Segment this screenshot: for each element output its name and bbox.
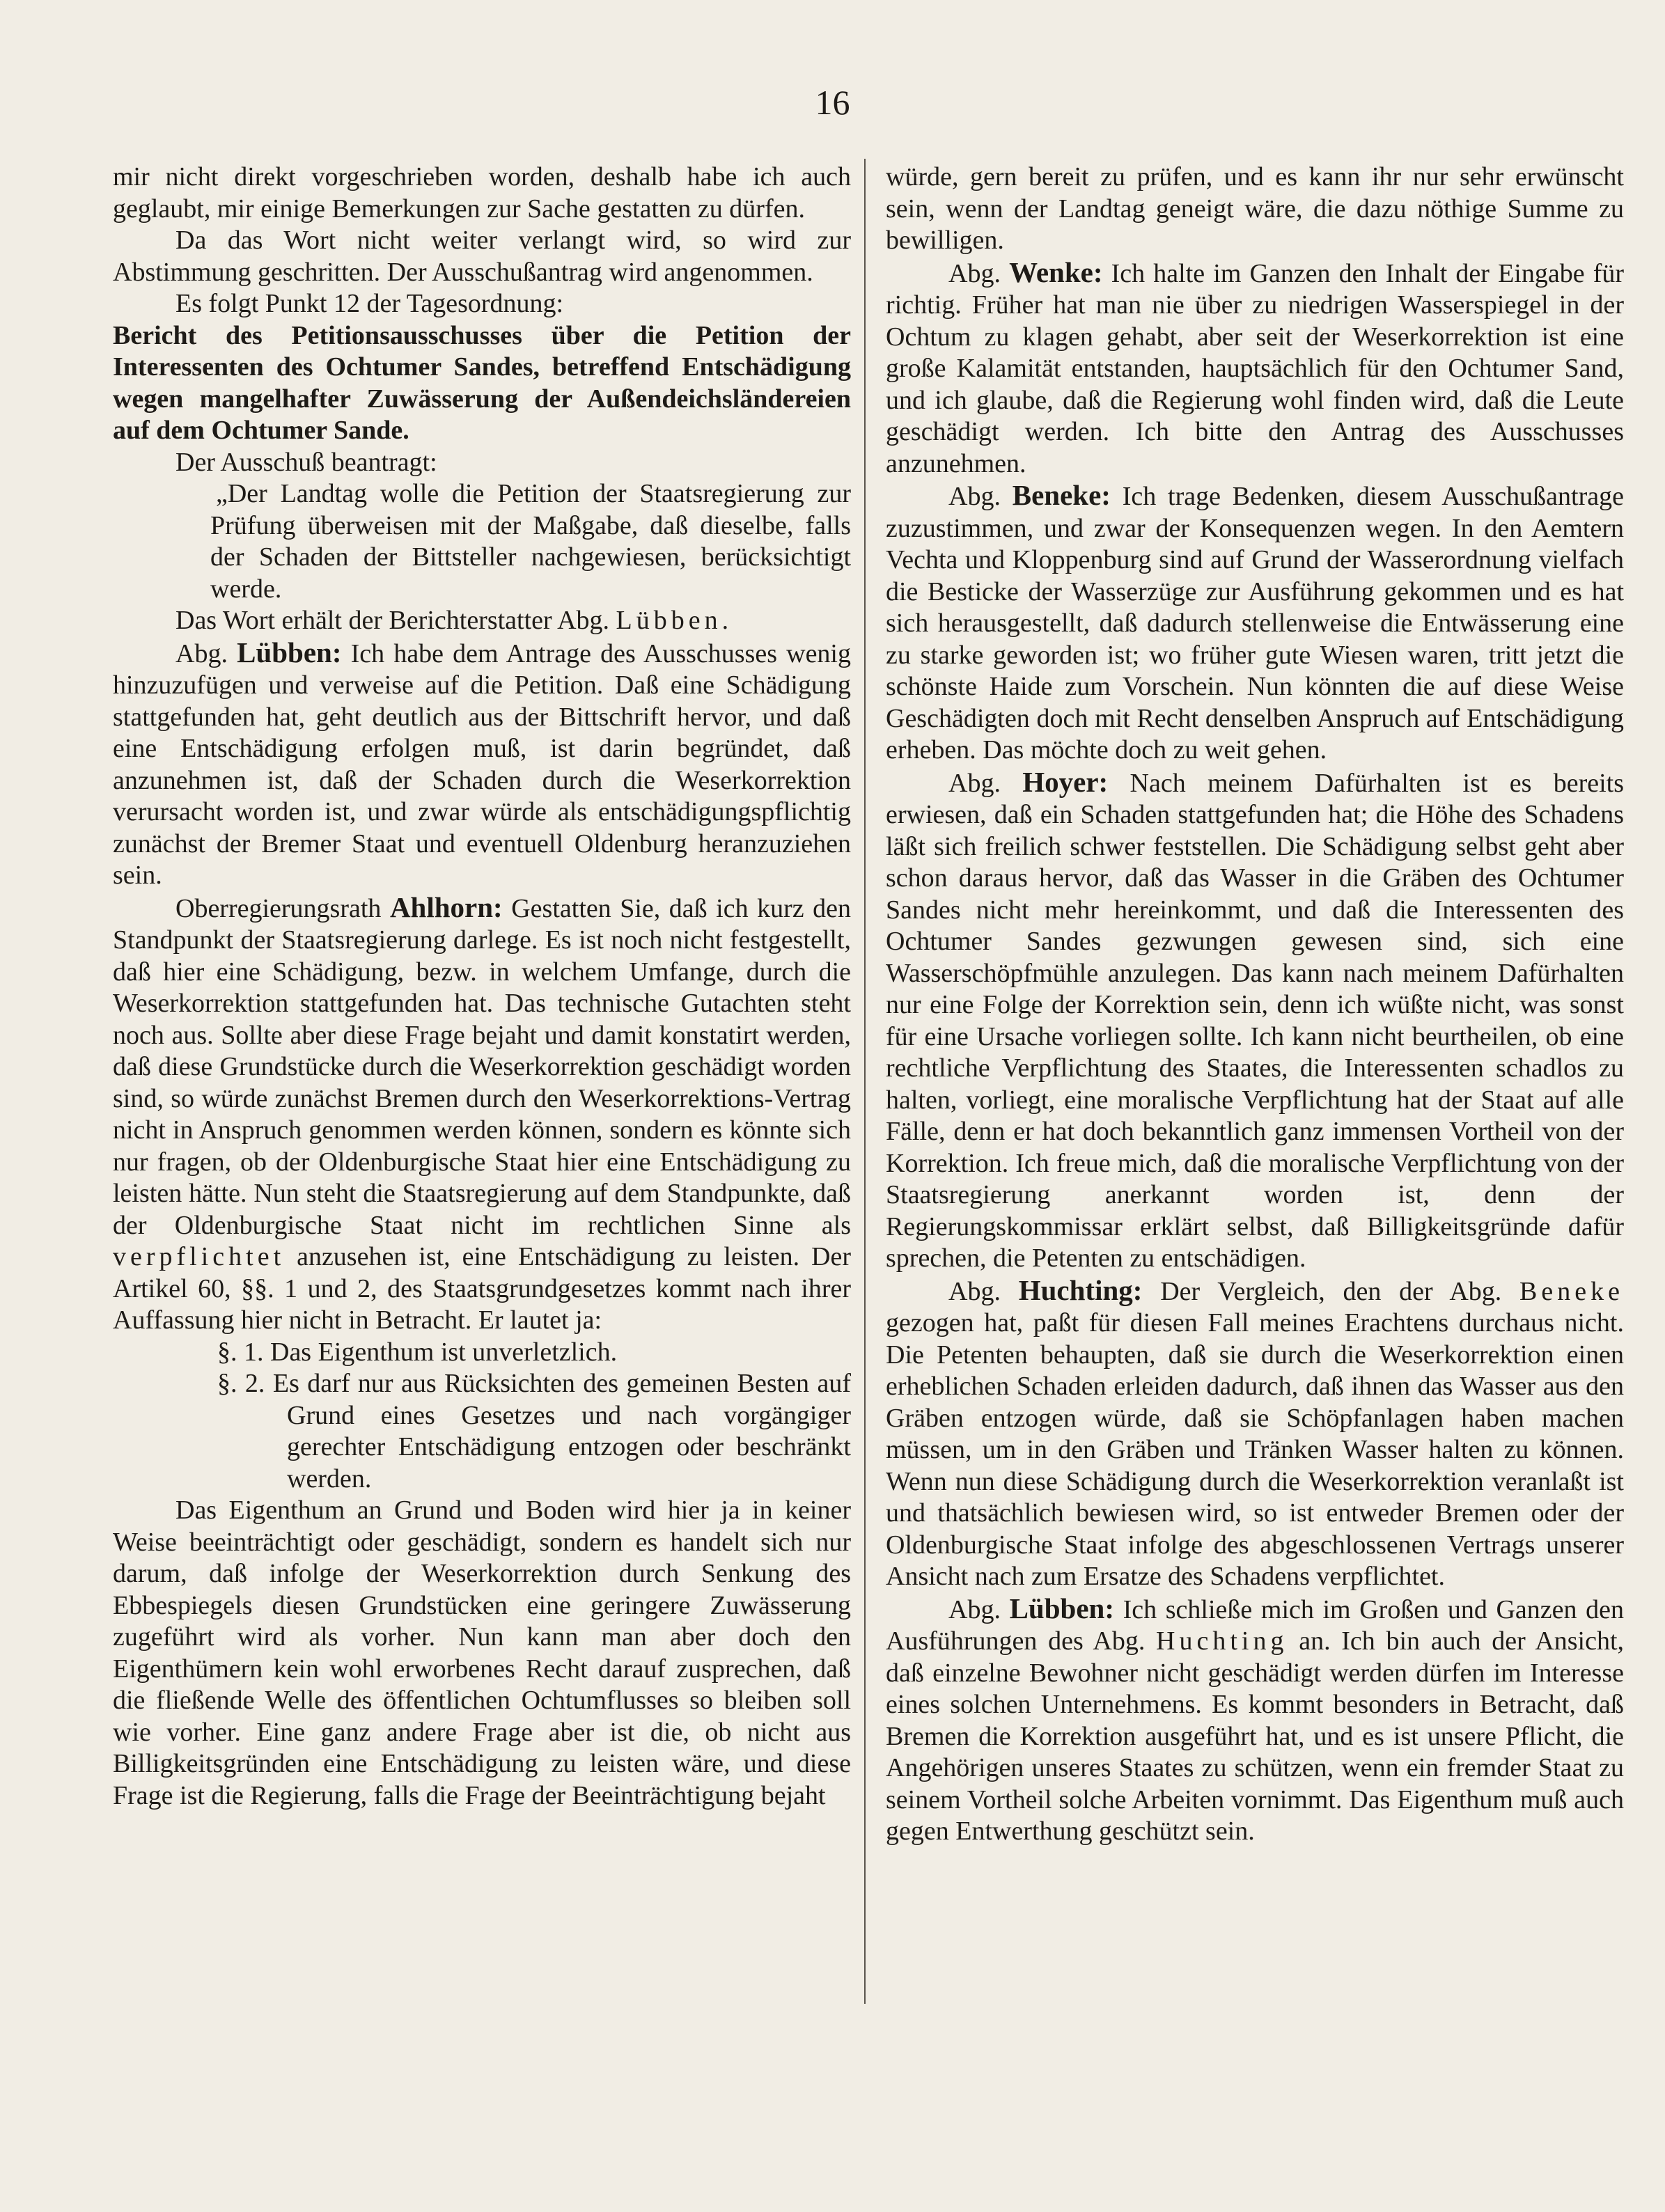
motion-quote: „Der Landtag wolle die Petition der Staatsregierung zur Prüfung überweisen mit der Maßgabe, daß dieselbe, falls der Schaden der Bittsteller nachgewiesen, berücksichtigt werde. xyxy=(210,479,851,604)
speaker-name: Huchting: xyxy=(1018,1273,1143,1306)
speech xyxy=(886,257,1624,480)
text: Das Wort erhält der Berichterstatter Abg. xyxy=(175,606,610,635)
paragraph xyxy=(113,605,851,637)
spaced-word: Beneke xyxy=(1519,1276,1624,1306)
speech-text: an. Ich bin auch der Ansicht, daß einzelne Bewohner nicht geschädigt werden dürfen im Interesse eines solchen Unternehmens. Es kommt besonders in Betracht, daß Bremen die Korrektion ausgeführt hat, und es ist unsere Pflicht, die Angehörigen unseres Staates zu schützen, wenn ein fremder Staat zu seinem Vortheil solche Arbeiten vornimmt. Das Eigenthum muß auch gegen Entwerthung geschützt sein. xyxy=(886,1626,1625,1846)
speech-text: Gestatten Sie, daß ich kurz den Standpunkt der Staatsregierung darlege. Es ist noch nicht festgestellt, daß hier eine Schädigung, bezw. in welchem Umfange, durch die Weserkorrektion stattgefunden hat. Das technische Gutachten steht noch aus. Sollte aber diese Frage bejaht und damit konstatirt werden, daß diese Grundstücke durch die Weserkorrektion geschädigt worden sind, so würde zunächst Bremen durch den Weserkorrektions-Vertrag nicht in Anspruch genommen werden können, sondern es könnte sich nur fragen, ob der Oldenburgische Staat hier eine Entschädigung zu leisten hätte. Nun steht die Staatsregierung auf dem Standpunkte, daß der Oldenburgische Staat nicht im rechtlichen Sinne als xyxy=(113,893,852,1240)
speech xyxy=(113,892,851,1337)
right-column xyxy=(886,162,1624,1848)
text: Oberregierungsrath xyxy=(175,893,382,923)
speech-text: anzusehen ist, eine Entschädigung zu leisten. Der Artikel 60, §§. 1 und 2, des Staatsgrundgesetzes kommt nach ihrer Auffassung hier nicht in Betracht. Er lautet ja: xyxy=(113,1242,851,1335)
paragraph: mir nicht direkt vorgeschrieben worden, deshalb habe ich auch geglaubt, mir einige Bemerkungen zur Sache gestatten zu dürfen. xyxy=(113,162,851,223)
speech-text: Ich halte im Ganzen den Inhalt der Eingabe für richtig. Früher hat man nie über zu niedrigen Wasserspiegel in der Ochtum zu klagen gehabt, aber seit der Weserkorrektion ist eine große Kalamität entstanden, hauptsächlich für den Ochtumer Sand, und ich glaube, daß die Regierung wohl finden wird, daß die Leute geschädigt werden. Ich bitte den Antrag des Ausschusses anzunehmen. xyxy=(886,258,1625,478)
page-number: 16 xyxy=(815,83,850,122)
speech xyxy=(886,767,1624,1275)
left-column xyxy=(113,162,851,1812)
column-divider xyxy=(864,159,866,2004)
agenda-heading: Bericht des Petitionsausschusses über die Petition der Interessenten des Ochtumer Sandes, betreffend Entschädigung wegen mangelhafter Zuwässerung der Außendeichsländereien auf dem Ochtumer Sande. xyxy=(113,320,851,445)
spaced-word: verpflichtet xyxy=(113,1242,286,1271)
paragraph: Es folgt Punkt 12 der Tagesordnung: xyxy=(175,289,564,318)
speaker-name: Lübben: xyxy=(1009,1592,1114,1624)
paragraph: Da das Wort nicht weiter verlangt wird, so wird zur Abstimmung geschritten. Der Ausschußantrag wird angenommen. xyxy=(113,226,851,287)
speech xyxy=(886,1593,1624,1848)
paragraph: würde, gern bereit zu prüfen, und es kann ihr nur sehr erwünscht sein, wenn der Landtag geneigt wäre, die dazu nöthige Summe zu bewilligen. xyxy=(886,162,1624,255)
speaker-name: Ahlhorn: xyxy=(389,891,503,923)
text: Abg. xyxy=(948,1276,1001,1306)
speech-text: Der Vergleich, den der Abg. xyxy=(1160,1276,1502,1306)
speech-text: gezogen hat, paßt für diesen Fall meines Erachtens durchaus nicht. Die Petenten behaupten, daß sie durch die Weserkorrektion einen erheblichen Schaden erleiden dadurch, daß ihnen das Wasser aus den Gräben entzogen würde, daß sie Schöpfanlagen haben machen müssen, um in den Gräben und Tränken Wasser halten zu können. Wenn nun diese Schädigung durch die Weserkorrektion veranlaßt ist und thatsächlich bewiesen wird, so ist entweder Bremen oder der Oldenburgische Staat infolge des abgeschlossenen Vertrags unserer Ansicht nach zum Ersatze des Schadens verpflichtet. xyxy=(886,1308,1624,1591)
text: Abg. xyxy=(948,482,1001,511)
law-paragraph: §. 1. Das Eigenthum ist unverletzlich. xyxy=(217,1337,618,1367)
speaker-name: Hoyer: xyxy=(1022,765,1109,798)
spaced-word: Huchting xyxy=(1156,1626,1288,1656)
text: Abg. xyxy=(948,258,1001,288)
speaker-name: Wenke: xyxy=(1009,256,1103,288)
speech-text: Nach meinem Dafürhalten ist es bereits erwiesen, daß ein Schaden stattgefunden hat; die Höhe des Schadens läßt sich freilich schwer feststellen. Die Schädigung selbst geht aber schon daraus hervor, daß das Wasser in die Gräben des Ochtumer Sandes nicht mehr hereinkommt, und daß die Interessenten des Ochtumer Sandes gezwungen gewesen sind, sich eine Wasserschöpfmühle anzulegen. Das kann nach meinem Dafürhalten nur eine Folge der Korrektion sein, denn ich wüßte nicht, was sonst für eine Ursache vorliegen sollte. Ich kann nicht beurtheilen, ob eine rechtliche Verpflichtung des Staates, die Interessenten schadlos zu halten, vorliegt, eine moralische Verpflichtung hat der Staat auf alle Fälle, denn er hat doch bekanntlich ganz immensen Vortheil von der Korrektion. Ich freue mich, daß die moralische Verpflichtung von der Staatsregierung anerkannt worden ist, denn der Regierungskommissar erklärt selbst, daß Billigkeitsgründe dafür sprechen, die Petenten zu entschädigen. xyxy=(886,768,1624,1273)
paragraph: Der Ausschuß beantragt: xyxy=(175,447,437,477)
speech xyxy=(886,480,1624,767)
speech-text: Ich schließe mich im Großen und Ganzen den Ausführungen des Abg. xyxy=(886,1594,1624,1656)
speech-text: Ich trage Bedenken, diesem Ausschußantrage zuzustimmen, und zwar der Konsequenzen wegen. In den Aemtern Vechta und Kloppenburg sind auf Grund der Wasserordnung vielfach die Besticke der Wasserzüge zur Ausführung gekommen und es hat sich herausgestellt, daß dadurch stellenweise die Entwässerung eine zu starke geworden ist; wo früher gute Wiesen waren, tritt jetzt die schönste Haide zum Vorschein. Nun könnten die auf diese Weise Geschädigten doch mit Recht denselben Anspruch auf Entschädigung erheben. Das möchte doch zu weit gehen. xyxy=(886,482,1624,764)
text: Abg. xyxy=(175,638,228,668)
speaker-name: Lübben: xyxy=(237,636,342,668)
paragraph: Das Eigenthum an Grund und Boden wird hier ja in keiner Weise beeinträchtigt oder geschädigt, sondern es handelt sich nur darum, daß infolge der Weserkorrektion durch Senkung des Ebbespiegels diesen Grundstücken eine geringere Zuwässerung zugeführt wird als vorher. Nun kann man aber doch den Eigenthümern kein wohl erworbenes Recht darauf zusprechen, daß die fließende Welle des öffentlichen Ochtumflusses so bleiben soll wie vorher. Eine ganz andere Frage aber ist die, ob nicht aus Billigkeitsgründen eine Entschädigung zu leisten wäre, und diese Frage ist die Regierung, falls die Frage der Beeinträchtigung bejaht xyxy=(113,1496,851,1810)
speaker-name: Beneke: xyxy=(1012,479,1111,511)
speech xyxy=(113,637,851,892)
text: Abg. xyxy=(948,768,1001,798)
speech-text: Ich habe dem Antrage des Ausschusses wenig hinzuzufügen und verweise auf die Petition. Daß eine Schädigung stattgefunden hat, geht deutlich aus der Bittschrift hervor, und daß eine Entschädigung erfolgen muß, ist darin begründet, daß anzunehmen ist, daß der Schaden durch die Weserkorrektion verursacht worden ist, und zwar würde als entschädigungspflichtig zunächst der Bremer Staat und eventuell Oldenburg heranzuziehen sein. xyxy=(113,638,851,890)
speaker-name: Lübben. xyxy=(616,606,733,635)
text: Abg. xyxy=(948,1594,1001,1624)
law-paragraph: §. 2. Es darf nur aus Rücksichten des gemeinen Besten auf Grund eines Gesetzes und nach vorgängiger gerechter Entschädigung entzogen oder beschränkt werden. xyxy=(217,1369,851,1493)
speech xyxy=(886,1275,1624,1593)
